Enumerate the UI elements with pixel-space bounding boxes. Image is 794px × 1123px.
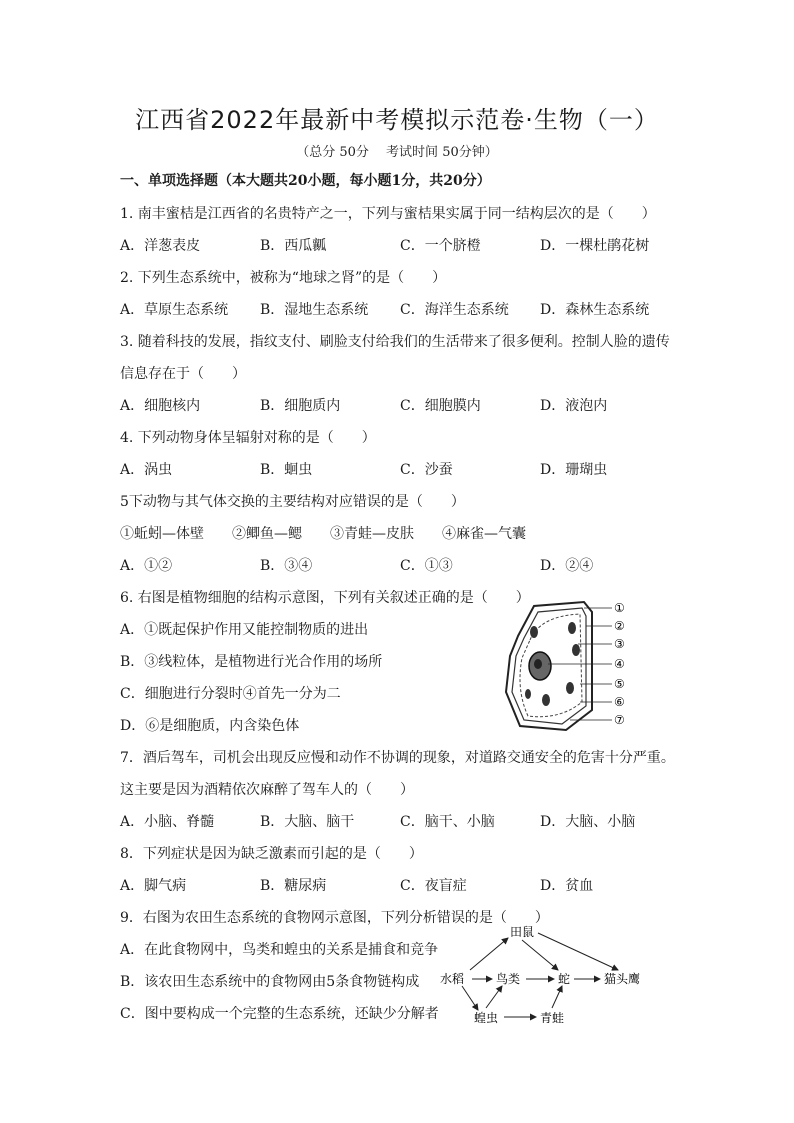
q7-option-c: C．脑干、小脑: [400, 814, 495, 830]
food-web-diagram: [436, 922, 676, 1030]
q2-option-c: C．海洋生态系统: [400, 302, 509, 318]
cell-label-6: ⑥: [614, 695, 625, 709]
question-2-stem: 2. 下列生态系统中，被称为“地球之肾”的是（ ）: [120, 270, 447, 286]
q1-option-c: C．一个脐橙: [400, 238, 481, 254]
q7-option-b: B．大脑、脑干: [260, 814, 355, 830]
q2-option-a: A．草原生态系统: [120, 302, 229, 318]
arrow-mouse-to-owl: [538, 933, 618, 970]
q3-option-a: A．细胞核内: [120, 398, 201, 414]
cell-label-7: ⑦: [614, 713, 625, 727]
question-3-stem-cont: 信息存在于（ ）: [120, 366, 246, 382]
q1-option-b: B．西瓜瓤: [260, 238, 327, 254]
q8-option-b: B．糖尿病: [260, 878, 327, 894]
cell-label-2: ②: [614, 619, 625, 633]
q9-option-b: B．该农田生态系统中的食物网由5条食物链构成: [120, 974, 420, 990]
node-locust: 蝗虫: [474, 1011, 499, 1025]
q1-option-a: A．洋葱表皮: [120, 238, 201, 254]
arrow-frog-to-snake: [552, 986, 562, 1008]
q6-option-c: C．细胞进行分裂时④首先一分为二: [120, 686, 341, 702]
question-6-stem: 6. 右图是植物细胞的结构示意图，下列有关叙述正确的是（ ）: [120, 590, 530, 606]
node-field-mouse: 田鼠: [510, 925, 535, 939]
question-5-stem: 5下动物与其气体交换的主要结构对应错误的是（ ）: [120, 494, 465, 510]
question-7-stem: 7．酒后驾车，司机会出现反应慢和动作不协调的现象，对道路交通安全的危害十分严重。: [120, 750, 675, 766]
q3-option-c: C．细胞膜内: [400, 398, 481, 414]
exam-subtitle: （总分 50分 考试时间 50分钟）: [296, 145, 498, 160]
q8-option-c: C．夜盲症: [400, 878, 467, 894]
exam-title: 江西省2022年最新中考模拟示范卷·生物（一）: [135, 106, 659, 134]
plant-cell-diagram: [500, 598, 640, 738]
chloroplast-1: [568, 622, 576, 634]
section-heading: 一、单项选择题（本大题共20小题，每小题1分，共20分）: [120, 173, 491, 189]
nucleolus-shape: [534, 659, 542, 669]
question-4-stem: 4. 下列动物身体呈辐射对称的是（ ）: [120, 430, 376, 446]
q7-option-d: D．大脑、小脑: [540, 814, 636, 830]
cell-label-5: ⑤: [614, 677, 625, 691]
q7-option-a: A．小脑、脊髓: [120, 814, 215, 830]
q5-option-d: D．②④: [540, 558, 594, 574]
node-owl: 猫头鹰: [604, 972, 641, 986]
q5-option-c: C．①③: [400, 558, 453, 574]
node-frog: 青蛙: [540, 1011, 565, 1025]
chloroplast-2: [572, 644, 580, 656]
chloroplast-3: [566, 682, 574, 694]
question-8-stem: 8．下列症状是因为缺乏激素而引起的是（ ）: [120, 846, 423, 862]
cell-label-4: ④: [614, 657, 625, 671]
node-snake: 蛇: [558, 972, 571, 986]
arrow-locust-to-birds: [486, 986, 502, 1008]
q4-option-a: A．涡虫: [120, 462, 173, 478]
q2-option-d: D．森林生态系统: [540, 302, 650, 318]
q5-option-b: B．③④: [260, 558, 313, 574]
q4-option-b: B．蛔虫: [260, 462, 313, 478]
arrow-mouse-to-snake: [522, 940, 558, 970]
chloroplast-6: [525, 689, 531, 699]
q4-option-c: C．沙蚕: [400, 462, 453, 478]
q6-option-b: B．③线粒体，是植物进行光合作用的场所: [120, 654, 383, 670]
q6-option-d: D．⑥是细胞质，内含染色体: [120, 718, 300, 734]
node-rice: 水稻: [440, 972, 465, 986]
question-7-stem-cont: 这主要是因为酒精依次麻醉了驾车人的（ ）: [120, 782, 414, 798]
q4-option-d: D．珊瑚虫: [540, 462, 608, 478]
q9-option-a: A．在此食物网中，鸟类和蝗虫的关系是捕食和竞争: [120, 942, 439, 958]
q3-option-b: B．细胞质内: [260, 398, 341, 414]
q6-option-a: A．①既起保护作用又能控制物质的进出: [120, 622, 369, 638]
chloroplast-5: [542, 694, 550, 706]
question-5-pairs: ①蚯蚓—体壁 ②鲫鱼—鳃 ③青蛙—皮肤 ④麻雀—气囊: [120, 526, 526, 542]
arrow-rice-to-locust: [462, 986, 478, 1010]
q8-option-d: D．贫血: [540, 878, 594, 894]
q9-option-c: C．图中要构成一个完整的生态系统，还缺少分解者: [120, 1006, 439, 1022]
question-1-stem: 1. 南丰蜜桔是江西省的名贵特产之一，下列与蜜桔果实属于同一结构层次的是（ ）: [120, 206, 656, 222]
cell-label-1: ①: [614, 601, 625, 615]
q8-option-a: A．脚气病: [120, 878, 187, 894]
q3-option-d: D．液泡内: [540, 398, 608, 414]
q2-option-b: B．湿地生态系统: [260, 302, 369, 318]
q1-option-d: D．一棵杜鹃花树: [540, 238, 650, 254]
question-9-stem: 9．右图为农田生态系统的食物网示意图，下列分析错误的是（ ）: [120, 910, 549, 926]
arrow-rice-to-mouse: [470, 938, 508, 970]
question-3-stem: 3. 随着科技的发展，指纹支付、刷脸支付给我们的生活带来了很多便利。控制人脸的遗传: [120, 334, 670, 350]
cell-label-3: ③: [614, 637, 625, 651]
q5-option-a: A．①②: [120, 558, 173, 574]
chloroplast-4: [530, 626, 538, 638]
node-birds: 鸟类: [496, 972, 521, 986]
